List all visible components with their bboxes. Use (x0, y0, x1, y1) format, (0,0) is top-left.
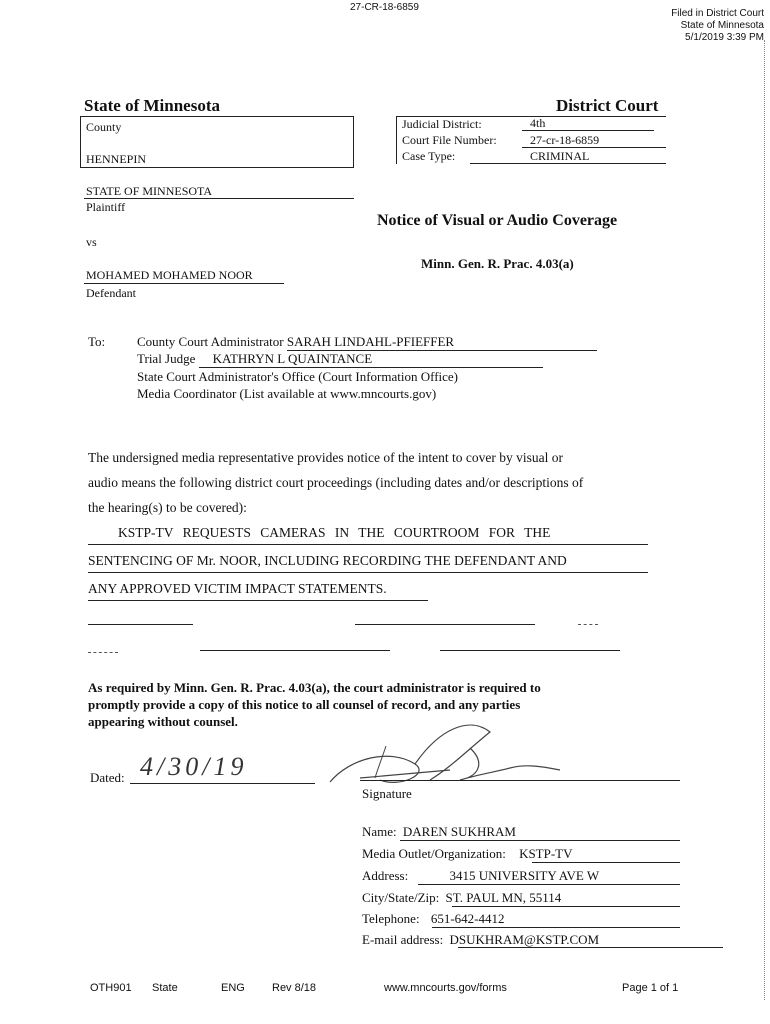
administrator-value: SARAH LINDAHL-PFIEFFER (287, 334, 597, 351)
contact-email-value: DSUKHRAM@KSTP.COM (449, 932, 600, 947)
plaintiff-label: Plaintiff (86, 200, 126, 214)
contact-name-label: Name: (362, 824, 397, 839)
contact-address-label: Address: (362, 868, 409, 883)
contact-outlet-underline (532, 862, 680, 863)
dated-label: Dated: (90, 770, 125, 785)
request-underline-1 (88, 544, 648, 545)
notice-line-2: promptly provide a copy of this notice to all counsel of record, and any parties (88, 697, 521, 712)
intro-line-3: the hearing(s) to be covered): (88, 500, 247, 515)
blank-line-1b (355, 624, 535, 625)
contact-name-row (362, 824, 516, 840)
blank-line-1c (578, 624, 598, 625)
case-type-underline (470, 163, 666, 164)
blank-line-2a (88, 652, 118, 653)
request-underline-3 (88, 600, 428, 601)
footer-form-id: OTH901 (90, 982, 132, 994)
to-line-administrator (137, 334, 597, 351)
judicial-district-underline (522, 130, 654, 131)
contact-email-underline (458, 947, 723, 948)
defendant-underline (84, 283, 284, 284)
to-line-state-admin: State Court Administrator's Office (Court Information Office) (137, 369, 459, 384)
notice-line-3: appearing without counsel. (88, 714, 238, 729)
court-file-underline (522, 147, 666, 148)
filed-stamp-line1: Filed in District Court (671, 8, 764, 19)
judge-label: Trial Judge (137, 351, 196, 366)
footer-rev: Rev 8/18 (272, 982, 317, 994)
blank-line-2b (200, 650, 390, 651)
to-label: To: (88, 334, 106, 349)
blank-line-2c (440, 650, 620, 651)
contact-city-value: ST. PAUL MN, 55114 (445, 890, 562, 905)
contact-name-underline (400, 840, 680, 841)
intro-line-1: The undersigned media representative provides notice of the intent to cover by visual or (88, 450, 563, 465)
judicial-district-label: Judicial District: (402, 117, 482, 131)
plaintiff-underline (84, 198, 354, 199)
request-line-1: KSTP-TV REQUESTS CAMERAS IN THE COURTROOM FOR THE (118, 525, 551, 540)
defendant-label: Defendant (86, 286, 136, 300)
notice-line-1: As required by Minn. Gen. R. Prac. 4.03(a), the court administrator is required to (88, 680, 541, 695)
court-file-value: 27-cr-18-6859 (530, 133, 600, 147)
contact-city-row (362, 890, 561, 906)
contact-phone-value: 651-642-4412 (430, 911, 505, 926)
court-heading: District Court (556, 96, 659, 115)
contact-outlet-row (362, 846, 573, 862)
contact-outlet-value: KSTP-TV (519, 846, 573, 861)
case-type-value: CRIMINAL (530, 149, 590, 163)
contact-address-underline (418, 884, 680, 885)
to-line-media-coordinator: Media Coordinator (List available at www.mncourts.gov) (137, 386, 437, 401)
district-box-left (396, 116, 397, 164)
county-label: County (86, 120, 122, 134)
rule-citation: Minn. Gen. R. Prac. 4.03(a) (421, 256, 574, 271)
judicial-district-text: 4th (530, 116, 546, 130)
request-underline-2 (88, 572, 648, 573)
footer-page: Page 1 of 1 (622, 982, 679, 994)
footer-lang: ENG (221, 982, 245, 994)
dated-underline (130, 783, 315, 784)
right-edge-scan-line (764, 40, 765, 1000)
versus-text: vs (86, 235, 97, 249)
contact-phone-label: Telephone: (362, 911, 420, 926)
contact-email-label: E-mail address: (362, 932, 444, 947)
request-line-2: SENTENCING OF Mr. NOOR, INCLUDING RECORDING THE DEFENDANT AND (88, 553, 567, 568)
contact-phone-row (362, 911, 505, 927)
plaintiff-name: STATE OF MINNESOTA (86, 184, 213, 198)
defendant-name: MOHAMED MOHAMED NOOR (86, 268, 253, 282)
contact-outlet-label: Media Outlet/Organization: (362, 846, 506, 861)
signature-label: Signature (362, 786, 412, 801)
administrator-label: County Court Administrator (137, 334, 284, 349)
blank-line-1a (88, 624, 193, 625)
request-line-3: ANY APPROVED VICTIM IMPACT STATEMENTS. (88, 581, 387, 596)
contact-name-value: DAREN SUKHRAM (402, 824, 516, 839)
filed-stamp-line2: State of Minnesota (680, 20, 764, 31)
county-value: HENNEPIN (86, 152, 146, 166)
footer-state: State (152, 982, 178, 994)
contact-address-row (362, 868, 599, 884)
contact-city-underline (452, 906, 680, 907)
contact-email-row (362, 932, 599, 948)
contact-address-value: 3415 UNIVERSITY AVE W (449, 868, 600, 883)
judge-value: KATHRYN L QUAINTANCE (199, 351, 543, 368)
state-heading: State of Minnesota (84, 96, 220, 115)
contact-city-label: City/State/Zip: (362, 890, 440, 905)
notice-title: Notice of Visual or Audio Coverage (377, 212, 618, 229)
court-file-label: Court File Number: (402, 133, 497, 147)
to-line-judge (137, 351, 543, 368)
contact-phone-underline (432, 927, 680, 928)
footer-url: www.mncourts.gov/forms (384, 982, 507, 994)
signature-line (360, 780, 680, 781)
judicial-district-value (530, 116, 545, 131)
file-number-stamp: 27-CR-18-6859 (350, 2, 419, 13)
case-type-label: Case Type: (402, 149, 456, 163)
intro-line-2: audio means the following district court proceedings (including dates and/or descriptions of (88, 475, 584, 490)
filed-stamp-line3: 5/1/2019 3:39 PM (685, 32, 764, 43)
handwritten-signature (320, 718, 580, 798)
dated-handwritten: 4/30/19 (140, 752, 248, 781)
